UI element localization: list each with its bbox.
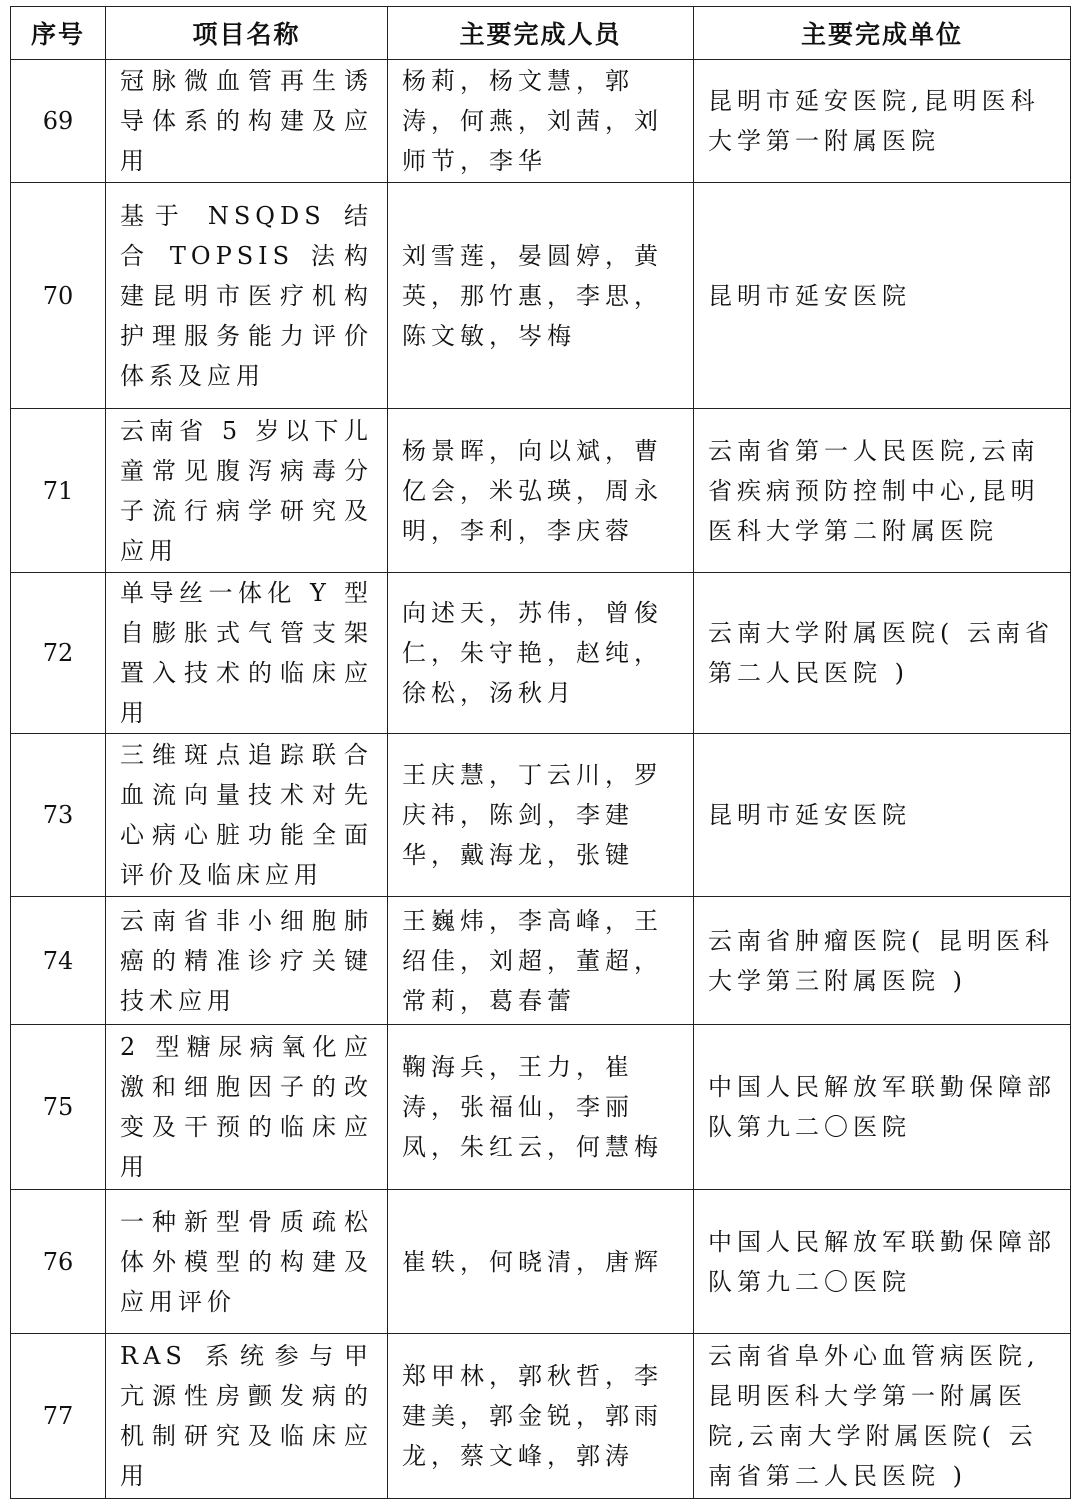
completers: 郑甲林，郭秋哲，李建美，郭金锐，郭雨龙，蔡文峰，郭涛 [388,1334,694,1499]
table-row [11,60,1071,183]
project-name: 2 型糖尿病氧化应激和细胞因子的改变及干预的临床应用 [106,1025,388,1190]
completion-unit: 中国人民解放军联勤保障部队第九二〇医院 [694,1190,1071,1334]
table-row [11,1190,1071,1334]
completers: 王庆慧，丁云川，罗庆祎，陈剑，李建华，戴海龙，张键 [388,734,694,897]
completion-unit: 中国人民解放军联勤保障部队第九二〇医院 [694,1025,1071,1190]
completion-unit: 昆明市延安医院 [694,734,1071,897]
project-name: RAS 系统参与甲亢源性房颤发病的机制研究及临床应用 [106,1334,388,1499]
header-people: 主要完成人员 [388,7,694,60]
completion-unit: 云南省第一人民医院,云南省疾病预防控制中心,昆明医科大学第二附属医院 [694,409,1071,573]
completion-unit: 云南大学附属医院( 云南省第二人民医院 ) [694,573,1071,734]
completers: 鞠海兵，王力，崔涛，张福仙，李丽凤，朱红云，何慧梅 [388,1025,694,1190]
row-number: 77 [11,1334,106,1499]
header-project: 项目名称 [106,7,388,60]
completers: 杨莉，杨文慧，郭涛，何燕，刘茜，刘师节，李华 [388,60,694,183]
completion-unit: 昆明市延安医院 [694,183,1071,409]
project-name: 云南省 5 岁以下儿童常见腹泻病毒分子流行病学研究及应用 [106,409,388,573]
completers: 崔轶，何晓清，唐辉 [388,1190,694,1334]
completers: 刘雪莲，晏圆婷，黄英，那竹惠，李思，陈文敏，岑梅 [388,183,694,409]
table-row [11,1334,1071,1499]
completers: 王巍炜，李高峰，王绍佳，刘超，董超，常莉，葛春蕾 [388,897,694,1025]
table-row [11,409,1071,573]
header-unit: 主要完成单位 [694,7,1071,60]
project-name: 基于 NSQDS 结合 TOPSIS 法构建昆明市医疗机构护理服务能力评价体系及应用 [106,183,388,409]
project-name: 一种新型骨质疏松体外模型的构建及应用评价 [106,1190,388,1334]
project-name: 冠脉微血管再生诱导体系的构建及应用 [106,60,388,183]
awards-table [10,6,1071,1499]
completion-unit: 昆明市延安医院,昆明医科大学第一附属医院 [694,60,1071,183]
completion-unit: 云南省阜外心血管病医院,昆明医科大学第一附属医院,云南大学附属医院( 云南省第二人民医院 ) [694,1334,1071,1499]
row-number: 74 [11,897,106,1025]
header-row [11,7,1071,60]
project-name: 云南省非小细胞肺癌的精准诊疗关键技术应用 [106,897,388,1025]
project-name: 三维斑点追踪联合血流向量技术对先心病心脏功能全面评价及临床应用 [106,734,388,897]
completion-unit: 云南省肿瘤医院( 昆明医科大学第三附属医院 ) [694,897,1071,1025]
row-number: 71 [11,409,106,573]
table-row [11,573,1071,734]
table-row [11,897,1071,1025]
row-number: 73 [11,734,106,897]
completers: 向述天，苏伟，曾俊仁，朱守艳，赵纯，徐松，汤秋月 [388,573,694,734]
table-row [11,183,1071,409]
row-number: 76 [11,1190,106,1334]
table-row [11,734,1071,897]
row-number: 75 [11,1025,106,1190]
completers: 杨景晖，向以斌，曹亿会，米弘瑛，周永明，李利，李庆蓉 [388,409,694,573]
row-number: 72 [11,573,106,734]
row-number: 70 [11,183,106,409]
table-row [11,1025,1071,1190]
row-number: 69 [11,60,106,183]
project-name: 单导丝一体化 Y 型自膨胀式气管支架置入技术的临床应用 [106,573,388,734]
header-index: 序号 [11,7,106,60]
